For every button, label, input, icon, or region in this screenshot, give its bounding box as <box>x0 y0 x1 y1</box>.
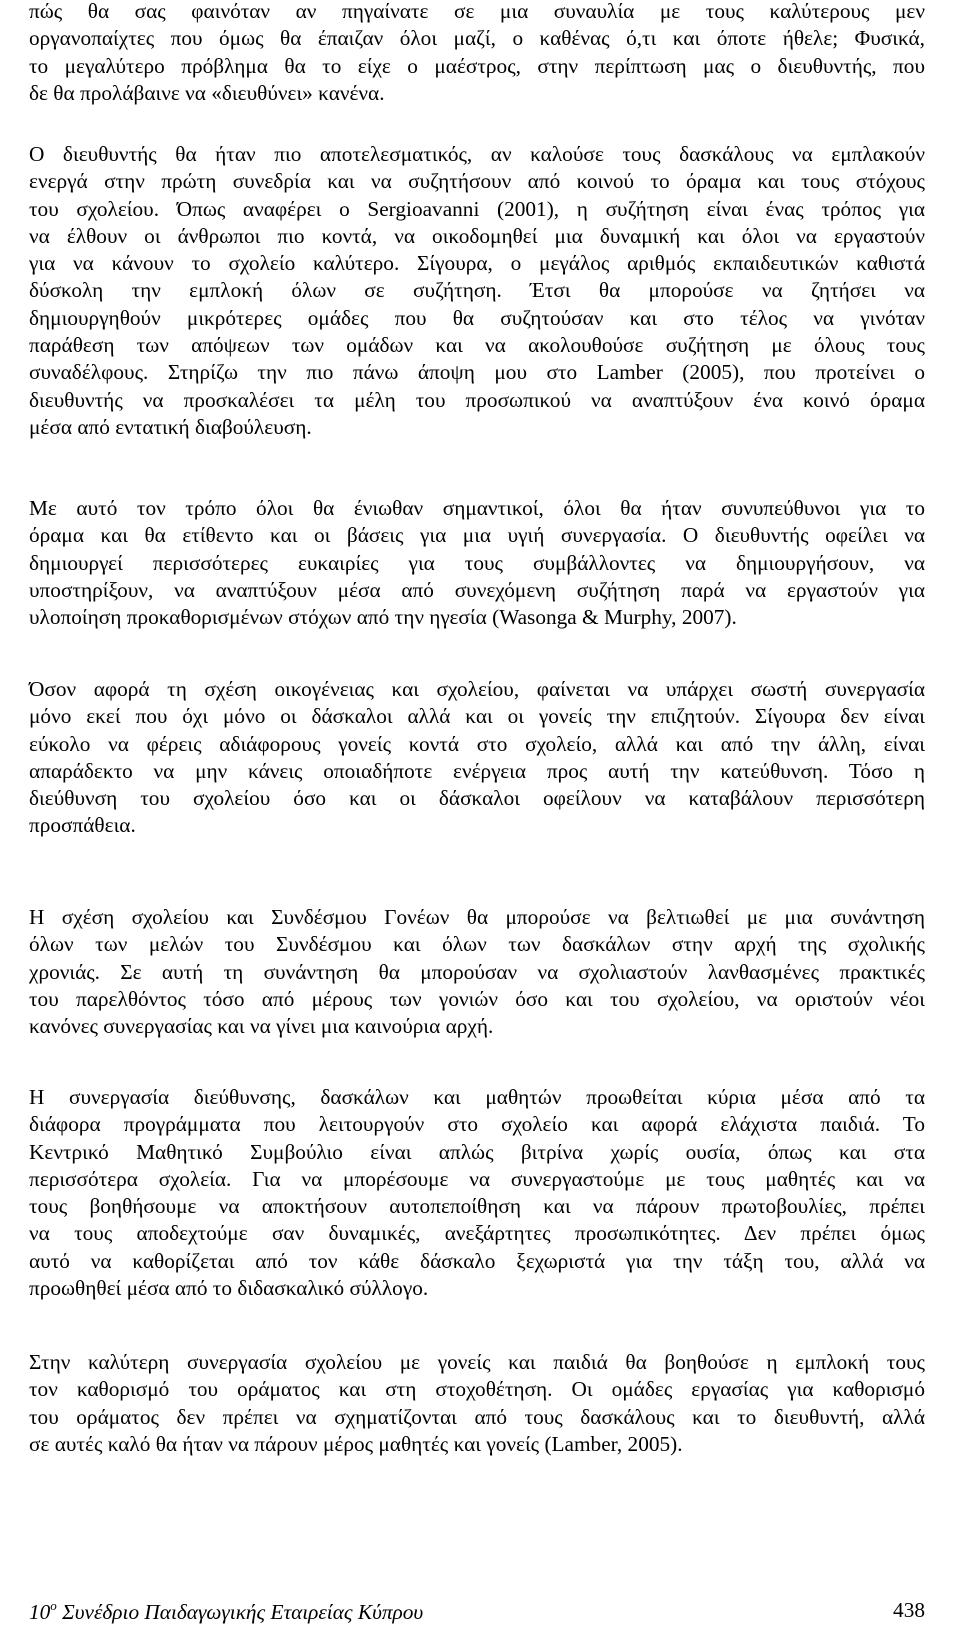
text-line: τον καθορισμό του οράματος και στη στοχοθέτηση. Οι ομάδες εργασίας για καθορισμό <box>29 1377 925 1402</box>
text-line: υλοποίηση προκαθορισμένων στόχων από την ηγεσία (Wasonga & Murphy, 2007). <box>29 605 737 630</box>
text-line: Ο διευθυντής θα ήταν πιο αποτελεσματικός, αν καλούσε τους δασκάλους να εμπλακούν <box>29 142 925 166</box>
text-line: εύκολο να φέρεις αδιάφορους γονείς κοντά στο σχολείο, αλλά και από την άλλη, είναι <box>29 731 925 756</box>
paragraph <box>29 0 925 107</box>
ordinal-suffix: ο <box>50 1598 57 1613</box>
text-line: Η σχέση σχολείου και Συνδέσμου Γονέων θα μπορούσε να βελτιωθεί με μια συνάντηση <box>29 905 925 929</box>
text-line: υποστηρίξουν, να αναπτύξουν μέσα από συνεχόμενη συζήτηση παρά να εργαστούν για <box>29 577 925 602</box>
text-line: όραμα και θα ετίθεντο και οι βάσεις για μια υγιή συνεργασία. Ο διευθυντής οφείλει να <box>29 523 925 548</box>
text-line: διάφορα προγράμματα που λειτουργούν στο σχολείο και αφορά ελάχιστα παιδιά. Το <box>29 1112 925 1137</box>
text-line: να τους αποδεχτούμε σαν δυναμικές, ανεξάρτητες προσωπικότητες. Δεν πρέπει όμως <box>29 1221 925 1246</box>
text-line: για να κάνουν το σχολείο καλύτερο. Σίγουρα, ο μεγάλος αριθμός εκπαιδευτικών καθιστά <box>29 251 925 276</box>
text-line: περισσότερα σχολεία. Για να μπορέσουμε να συνεργαστούμε με τους μαθητές και να <box>29 1166 925 1191</box>
text-line: δύσκολη την εμπλοκή όλων σε συζήτηση. Έτσι θα μπορούσε να ζητήσει να <box>29 278 925 303</box>
text-line: διευθυντής να προσκαλέσει τα μέλη του προσωπικού να αναπτύξουν ένα κοινό όραμα <box>29 387 925 412</box>
text-line: χρονιάς. Σε αυτή τη συνάντηση θα μπορούσαν να σχολιαστούν λανθασμένες πρακτικές <box>29 959 925 984</box>
text-line: οργανοπαίχτες που όμως θα έπαιζαν όλοι μαζί, ο καθένας ό,τι και όποτε ήθελε; Φυσικά, <box>29 26 925 51</box>
paragraph <box>29 1349 925 1458</box>
text-line: ενεργά στην πρώτη συνεδρία και να συζητήσουν από κοινού το όραμα και τους στόχους <box>29 169 925 194</box>
text-line: Όσον αφορά τη σχέση οικογένειας και σχολείου, φαίνεται να υπάρχει σωστή συνεργασία <box>29 677 925 701</box>
text-line: απαράδεκτο να μην κάνεις οποιαδήποτε ενέργεια προς αυτή την κατεύθυνση. Τόσο η <box>29 758 925 783</box>
text-line: Η συνεργασία διεύθυνσης, δασκάλων και μαθητών προωθείται κύρια μέσα από τα <box>29 1085 925 1109</box>
text-line: κανόνες συνεργασίας και να γίνει μια καινούρια αρχή. <box>29 1014 494 1039</box>
text-line: παράθεση των απόψεων των ομάδων και να ακολουθούσε συζήτηση με όλους τους <box>29 333 925 358</box>
text-line: όλων των μελών του Συνδέσμου και όλων των δασκάλων στην αρχή της σχολικής <box>29 932 925 957</box>
conference-title <box>29 1598 423 1625</box>
paragraph <box>29 1084 925 1302</box>
text-line: πώς θα σας φαινόταν αν πηγαίνατε σε μια συναυλία με τους καλύτερους μεν <box>29 0 925 23</box>
text-line: Στην καλύτερη συνεργασία σχολείου με γονείς και παιδιά θα βοηθούσε η εμπλοκή τους <box>29 1350 925 1374</box>
text-line: διεύθυνση του σχολείου όσο και οι δάσκαλοι οφείλουν να καταβάλουν περισσότερη <box>29 786 925 811</box>
text-line: να έλθουν οι άνθρωποι πιο κοντά, να οικοδομηθεί μια δυναμική και όλοι να εργαστούν <box>29 223 925 248</box>
page-number: 438 <box>893 1598 925 1622</box>
text-line: Με αυτό τον τρόπο όλοι θα ένιωθαν σημαντικοί, όλοι θα ήταν συνυπεύθυνοι για το <box>29 496 925 520</box>
text-line: μόνο εκεί που όχι μόνο οι δάσκαλοι αλλά και οι γονείς την επιζητούν. Σίγουρα δεν είναι <box>29 704 925 729</box>
text-line: δε θα προλάβαινε να «διευθύνει» κανένα. <box>29 80 385 105</box>
text-line: προωθηθεί μέσα από το διδασκαλικό σύλλογο. <box>29 1276 429 1301</box>
text-line: σε αυτές καλό θα ήταν να πάρουν μέρος μαθητές και γονείς (Lamber, 2005). <box>29 1431 683 1456</box>
page-footer <box>29 1598 925 1628</box>
text-line: Κεντρικό Μαθητικό Συμβούλιο είναι απλώς βιτρίνα χωρίς ουσία, όπως και στα <box>29 1139 925 1164</box>
text-line: συναδέλφους. Στηρίζω την πιο πάνω άποψη μου στο Lamber (2005), που προτείνει ο <box>29 360 925 385</box>
text-line: δημιουργεί περισσότερες ευκαιρίες για τους συμβάλλοντες να δημιουργήσουν, να <box>29 550 925 575</box>
text-line: του παρελθόντος τόσο από μέρους των γονιών όσο και του σχολείου, να οριστούν νέοι <box>29 986 925 1011</box>
text-line: του σχολείου. Όπως αναφέρει ο Sergioavanni (2001), η συζήτηση είναι ένας τρόπος για <box>29 196 925 221</box>
paragraph <box>29 676 925 840</box>
text-line: προσπάθεια. <box>29 813 136 838</box>
paragraph <box>29 904 925 1040</box>
text-line: τους βοηθήσουμε να αποκτήσουν αυτοπεποίθηση και να πάρουν πρωτοβουλίες, πρέπει <box>29 1194 925 1219</box>
conference-name: Συνέδριο Παιδαγωγικής Εταιρείας Κύπρου <box>62 1600 424 1624</box>
paragraph <box>29 141 925 441</box>
paragraph <box>29 495 925 631</box>
conference-ordinal: 10 <box>29 1600 51 1624</box>
text-line: αυτό να καθορίζεται από τον κάθε δάσκαλο ξεχωριστά για την τάξη του, αλλά να <box>29 1248 925 1273</box>
text-line: του οράματος δεν πρέπει να σχηματίζονται από τους δασκάλους και το διευθυντή, αλλά <box>29 1404 925 1429</box>
text-line: δημιουργηθούν μικρότερες ομάδες που θα συζητούσαν και στο τέλος να γινόταν <box>29 305 925 330</box>
text-line: το μεγαλύτερο πρόβλημα θα το είχε ο μαέστρος, στην περίπτωση μας ο διευθυντής, που <box>29 53 925 78</box>
text-line: μέσα από εντατική διαβούλευση. <box>29 414 312 439</box>
